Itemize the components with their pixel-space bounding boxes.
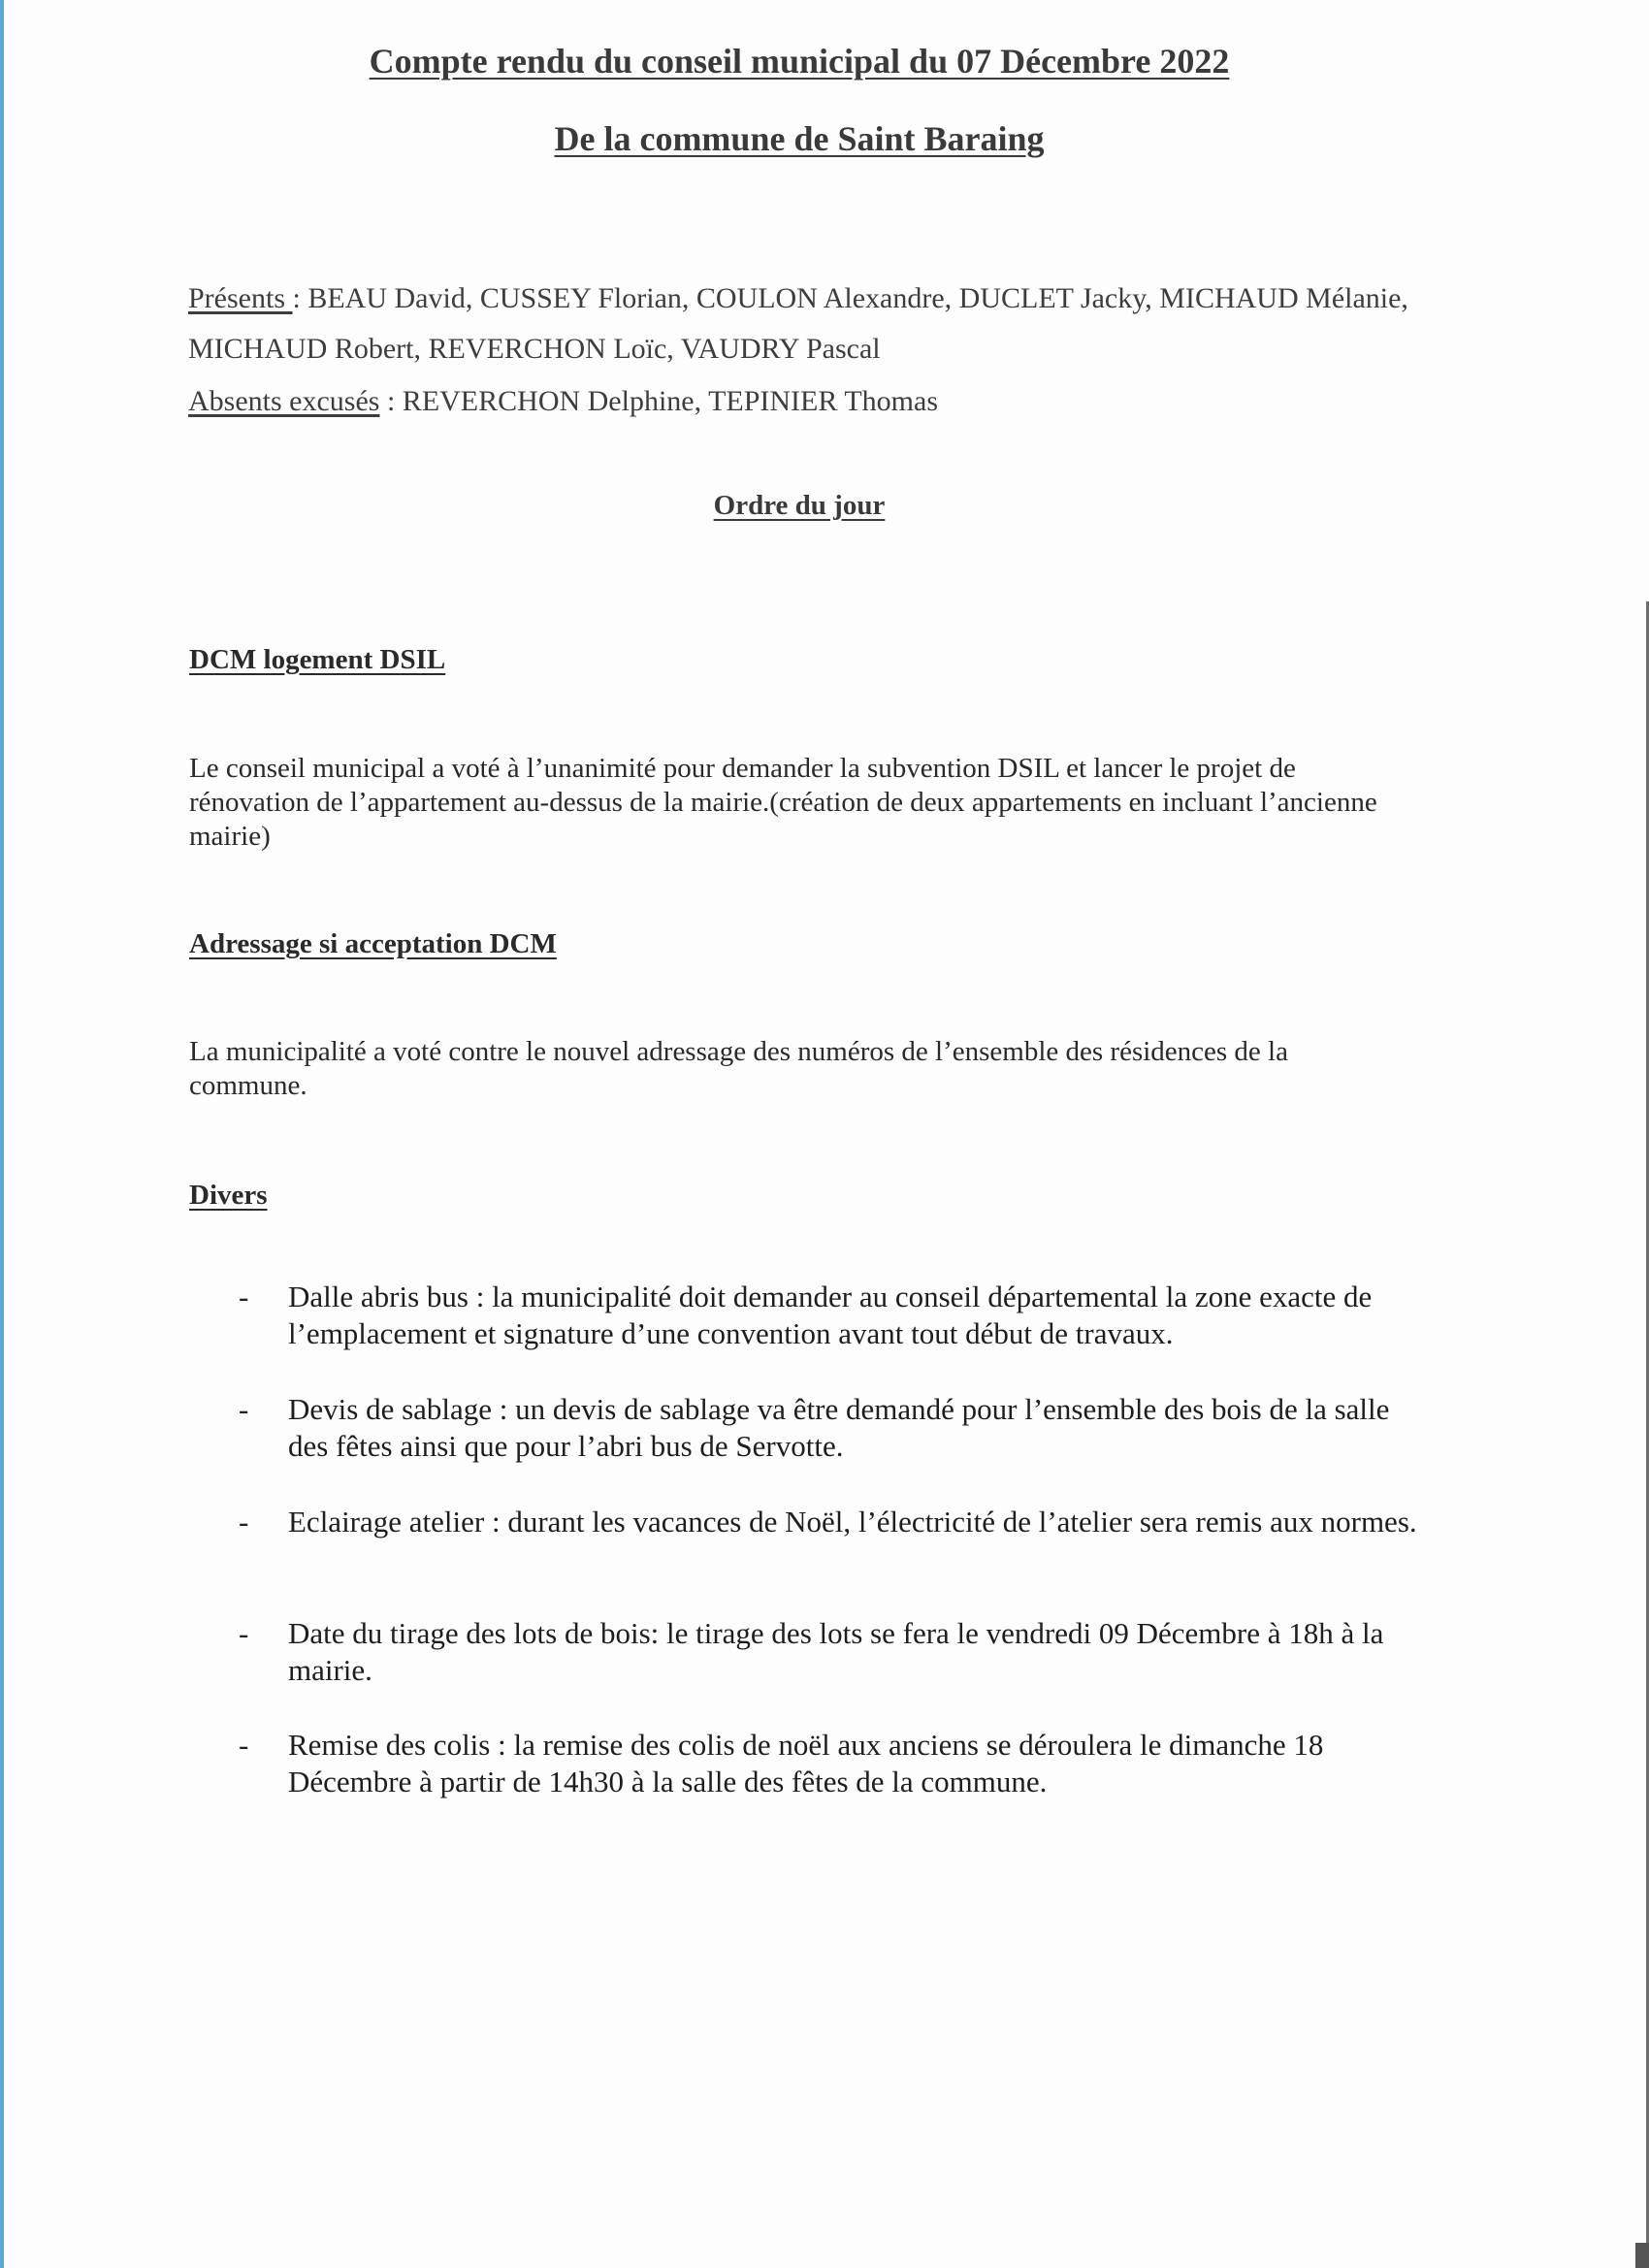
scan-edge-left: [0, 0, 4, 2268]
list-item-text: Remise des colis : la remise des colis de noël aux anciens se déroulera le dimanche 18 Décembre à partir de 14h30 à la salle des fêtes de la commune.: [288, 1728, 1324, 1798]
section-heading-divers: Divers: [189, 1180, 268, 1211]
bullet-dash: -: [239, 1616, 249, 1650]
bullet-dash: -: [239, 1392, 249, 1426]
list-item-text: Devis de sablage : un devis de sablage va être demandé pour l’ensemble des bois de la salle des fêtes ainsi que pour l’abri bus de Servotte.: [288, 1392, 1390, 1463]
absent-names: : REVERCHON Delphine, TEPINIER Thomas: [379, 385, 938, 417]
present-members: [188, 274, 1449, 374]
section-text-dcm-logement: Le conseil municipal a voté à l’unanimité pour demander la subvention DSIL et lancer le projet de rénovation de l’appartement au-dessus de la mairie.(création de deux appartements en incluant l’ancienne mairie): [189, 753, 1377, 852]
section-text-adressage: La municipalité a voté contre le nouvel adressage des numéros de l’ensemble des résidences de la commune.: [189, 1036, 1288, 1101]
section-heading-dcm-logement: DCM logement DSIL: [189, 644, 446, 675]
bullet-dash: -: [239, 1728, 249, 1762]
list-item-text: Eclairage atelier : durant les vacances de Noël, l’électricité de l’atelier sera remis aux normes.: [288, 1505, 1417, 1539]
bullet-dash: -: [239, 1280, 249, 1313]
agenda-heading: Ordre du jour: [713, 490, 886, 521]
bullet-dash: -: [239, 1505, 249, 1539]
scan-edge-corner: [1635, 2243, 1649, 2268]
list-item-text: Date du tirage des lots de bois: le tirage des lots se fera le vendredi 09 Décembre à 18h à la mairie.: [288, 1616, 1384, 1687]
present-names: : BEAU David, CUSSEY Florian, COULON Alexandre, DUCLET Jacky, MICHAUD Mélanie, MICHAUD Robert, REVERCHON Loïc, VAUDRY Pascal: [188, 282, 1408, 365]
absent-label: Absents excusés: [188, 385, 380, 417]
list-item-text: Dalle abris bus : la municipalité doit demander au conseil départemental la zone exacte de l’emplacement et signature d’une convention avant tout début de travaux.: [288, 1280, 1373, 1350]
document-title: Compte rendu du conseil municipal du 07 Décembre 2022: [369, 42, 1230, 81]
document-subtitle: De la commune de Saint Baraing: [554, 119, 1045, 158]
absent-members: [188, 376, 1449, 427]
section-heading-adressage: Adressage si acceptation DCM: [189, 928, 557, 959]
present-label: Présents: [188, 282, 293, 314]
